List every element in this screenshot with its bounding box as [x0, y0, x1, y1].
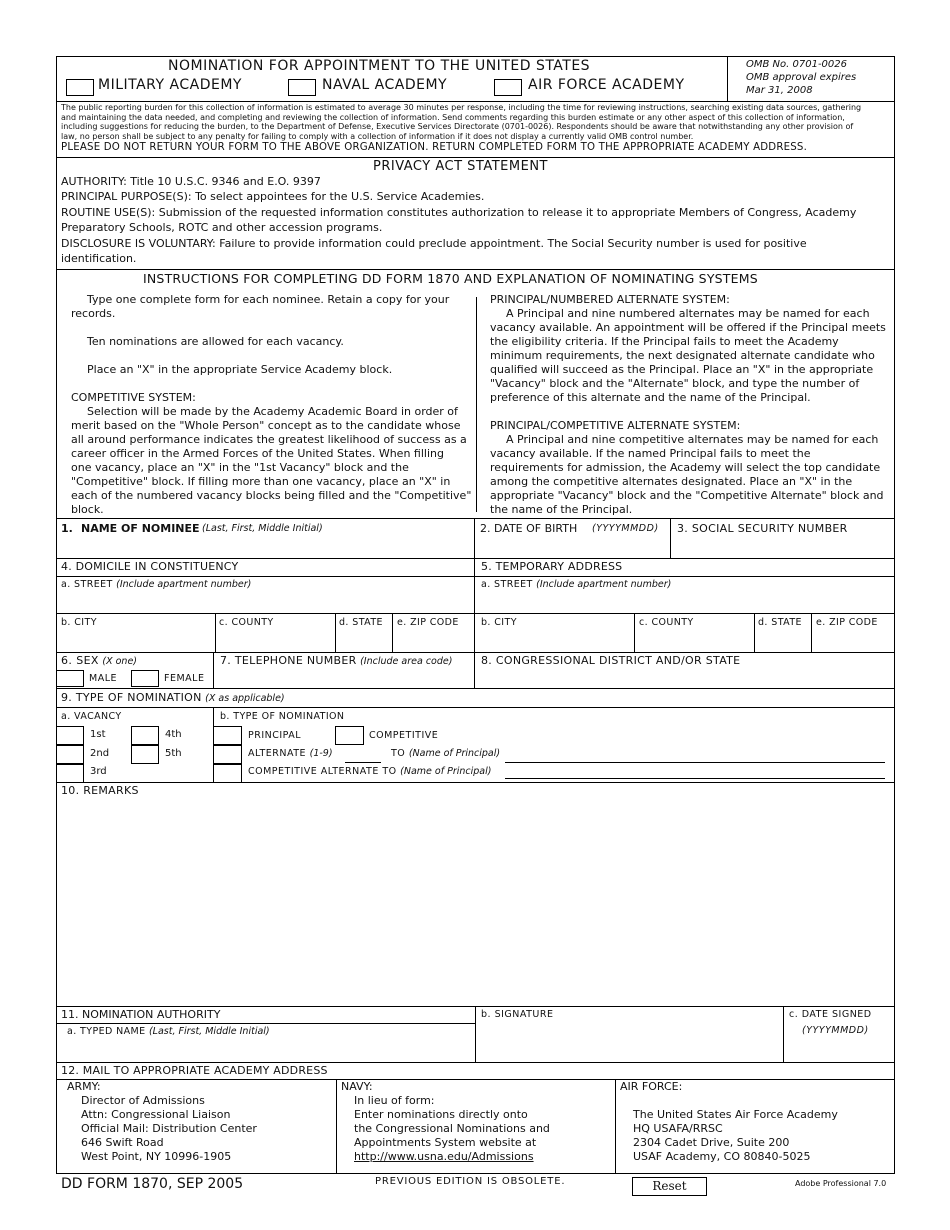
omb-approval: OMB approval expires	[746, 72, 857, 83]
burden-line-1: The public reporting burden for this collection of information is estimated to average 30 minutes per response, including the time for reviewing instructions, searching existing data sources, gathering	[61, 103, 862, 112]
instr-right-6: qualified will succeed as the Principal. Place an "X" in the appropriate	[490, 363, 874, 376]
instr-left-12: each of the numbered vacancy blocks being filled and the "Competitive"	[71, 489, 472, 502]
burden-line-2: and maintaining the data needed, and completing and reviewing the collection of information. Send comments regarding this burden estimate or any other aspect of this collection of information,	[61, 112, 845, 122]
navy-website-link[interactable]: http://www.usna.edu/Admissions	[354, 1150, 534, 1163]
domicile-city-input[interactable]	[58, 630, 213, 650]
to-hint: (Name of Principal)	[408, 748, 501, 759]
army-address-1: Director of Admissions	[81, 1094, 205, 1107]
instr-left-9: career officer in the Armed Forces of the United States. When filling	[71, 447, 444, 460]
vacancy-label: a. VACANCY	[61, 711, 122, 722]
alternate-text: ALTERNATE	[248, 748, 307, 759]
obsolete-notice: PREVIOUS EDITION IS OBSOLETE.	[375, 1176, 566, 1187]
vacancy-3rd-checkbox[interactable]	[56, 764, 84, 783]
ssn-input[interactable]	[672, 537, 893, 557]
air-force-address-4: USAF Academy, CO 80840-5025	[633, 1150, 811, 1163]
vacancy-4th-label: 4th	[165, 729, 182, 740]
congressional-district-input[interactable]	[476, 668, 893, 687]
field-10-label: 10. REMARKS	[61, 784, 139, 797]
domicile-zip-input[interactable]	[394, 630, 473, 650]
reset-button[interactable]: Reset	[632, 1177, 707, 1196]
field-2-hint: (YYYYMMDD)	[592, 523, 659, 534]
street-label: a. STREET	[61, 579, 113, 590]
alternate-to-label	[391, 748, 500, 759]
sex-male-checkbox[interactable]	[56, 670, 84, 687]
sex-hint: (X one)	[102, 656, 137, 667]
instr-right-3: vacancy available. An appointment will be offered if the Principal meets	[490, 321, 886, 334]
vacancy-5th-checkbox[interactable]	[131, 745, 159, 764]
instr-right-12: requirements for admission, the Academy will select the top candidate	[490, 461, 881, 474]
competitive-label: COMPETITIVE	[369, 730, 439, 741]
alternate-label	[248, 748, 333, 759]
vacancy-2nd-checkbox[interactable]	[56, 745, 84, 764]
air-force-address-1: The United States Air Force Academy	[633, 1108, 838, 1121]
field-1-label: NAME OF NOMINEE	[81, 522, 200, 535]
instr-competitive-alt-heading: PRINCIPAL/COMPETITIVE ALTERNATE SYSTEM:	[490, 419, 741, 432]
software-note: Adobe Professional 7.0	[795, 1179, 887, 1188]
domicile-street-input[interactable]	[58, 592, 473, 612]
domicile-street-label	[61, 579, 251, 590]
privacy-purpose: PRINCIPAL PURPOSE(S): To select appointees for the U.S. Service Academies.	[61, 190, 485, 203]
navy-line-3: the Congressional Nominations and	[354, 1122, 550, 1135]
street-label: a. STREET	[481, 579, 533, 590]
navy-line-4: Appointments System website at	[354, 1136, 537, 1149]
male-label: MALE	[89, 673, 117, 684]
temp-city-label: b. CITY	[481, 617, 517, 628]
air-force-label: AIR FORCE:	[620, 1080, 683, 1093]
navy-line-1: In lieu of form:	[354, 1094, 435, 1107]
instr-right-15: the name of the Principal.	[490, 503, 633, 516]
female-label: FEMALE	[164, 673, 205, 684]
omb-expiry-date: Mar 31, 2008	[746, 85, 813, 96]
competitive-alternate-label	[248, 766, 491, 777]
telephone-label: 7. TELEPHONE NUMBER	[220, 654, 357, 667]
field-11-label: 11. NOMINATION AUTHORITY	[61, 1008, 221, 1021]
principal-checkbox[interactable]	[213, 726, 242, 745]
field-7-label	[220, 654, 452, 667]
field-2-label: 2. DATE OF BIRTH	[480, 522, 578, 535]
alternate-principal-name-input[interactable]	[505, 762, 885, 763]
comp-alt-text: COMPETITIVE ALTERNATE TO	[248, 766, 397, 777]
instr-right-13: among the competitive alternates designated. Place an "X" in the	[490, 475, 853, 488]
competitive-alternate-checkbox[interactable]	[213, 764, 242, 783]
privacy-disclosure-2: identification.	[61, 252, 137, 265]
vacancy-3rd-label: 3rd	[90, 766, 107, 777]
instr-right-4: the eligibility criteria. If the Principal fails to meet the Academy	[490, 335, 839, 348]
nominee-name-input[interactable]	[58, 537, 474, 557]
air-force-academy-label: AIR FORCE ACADEMY	[528, 77, 685, 93]
vacancy-4th-checkbox[interactable]	[131, 726, 159, 745]
field-4-label: 4. DOMICILE IN CONSTITUENCY	[61, 560, 239, 573]
sex-label: 6. SEX	[61, 654, 99, 667]
instr-left-10: one vacancy, place an "X" in the "1st Vacancy" block and the	[71, 461, 409, 474]
form-id: DD FORM 1870, SEP 2005	[61, 1176, 244, 1192]
signature-field[interactable]	[477, 1022, 781, 1060]
army-label: ARMY:	[67, 1080, 101, 1093]
military-academy-checkbox[interactable]	[66, 79, 94, 96]
typed-name-text: a. TYPED NAME	[67, 1026, 146, 1037]
army-address-3: Official Mail: Distribution Center	[81, 1122, 257, 1135]
domicile-state-input[interactable]	[337, 630, 391, 650]
temp-city-input[interactable]	[476, 630, 632, 650]
army-address-4: 646 Swift Road	[81, 1136, 164, 1149]
instructions-heading: INSTRUCTIONS FOR COMPLETING DD FORM 1870 AND EXPLANATION OF NOMINATING SYSTEMS	[143, 271, 758, 286]
instr-left-8: all around performance indicates the greatest likelihood of success as a	[71, 433, 467, 446]
alternate-checkbox[interactable]	[213, 745, 242, 764]
instr-left-13: block.	[71, 503, 104, 516]
nomination-subtype-label: b. TYPE OF NOMINATION	[220, 711, 345, 722]
temp-county-label: c. COUNTY	[639, 617, 694, 628]
temp-zip-input[interactable]	[813, 630, 893, 650]
temp-street-label	[481, 579, 671, 590]
domicile-zip-label: e. ZIP CODE	[397, 617, 459, 628]
field-9-label	[61, 691, 285, 704]
field-8-label: 8. CONGRESSIONAL DISTRICT AND/OR STATE	[481, 654, 741, 667]
temp-state-label: d. STATE	[758, 617, 802, 628]
temp-zip-label: e. ZIP CODE	[816, 617, 878, 628]
principal-label: PRINCIPAL	[248, 730, 302, 741]
privacy-routine-use-2: Preparatory Schools, ROTC and other accession programs.	[61, 221, 383, 234]
date-signed-input[interactable]	[785, 1040, 893, 1060]
instr-right-8: preference of this alternate and the name of the Principal.	[490, 391, 811, 404]
date-signed-label: c. DATE SIGNED	[789, 1009, 872, 1020]
privacy-routine-use: ROUTINE USE(S): Submission of the requested information constitutes authorization to release it to appropriate Members of Congress, Academy	[61, 206, 857, 219]
air-force-address-3: 2304 Cadet Drive, Suite 200	[633, 1136, 790, 1149]
instr-left-2: records.	[71, 307, 116, 320]
temp-street-input[interactable]	[476, 592, 893, 612]
field-6-label	[61, 654, 137, 667]
army-address-5: West Point, NY 10996-1905	[81, 1150, 232, 1163]
temp-county-input[interactable]	[636, 630, 753, 650]
burden-line-4: law, no person shall be subject to any penalty for failing to comply with a collection of information if it does not display a currently valid OMB control number.	[61, 131, 694, 141]
instr-left-4: Place an "X" in the appropriate Service Academy block.	[87, 363, 393, 376]
privacy-heading: PRIVACY ACT STATEMENT	[373, 159, 548, 174]
military-academy-label: MILITARY ACADEMY	[98, 77, 242, 93]
privacy-authority: AUTHORITY: Title 10 U.S.C. 9346 and E.O. 9397	[61, 175, 321, 188]
instr-competitive-heading: COMPETITIVE SYSTEM:	[71, 391, 196, 404]
instr-left-11: "Competitive" block. If filling more than one vacancy, place an "X" in	[71, 475, 451, 488]
army-address-2: Attn: Congressional Liaison	[81, 1108, 231, 1121]
instr-right-7: "Vacancy" block and the "Alternate" block, and type the number of	[490, 377, 860, 390]
instr-right-11: vacancy available. If the named Principal fails to meet the	[490, 447, 811, 460]
nomination-type-label: 9. TYPE OF NOMINATION	[61, 691, 202, 704]
typed-name-hint: (Last, First, Middle Initial)	[148, 1026, 270, 1037]
field-3-label: 3. SOCIAL SECURITY NUMBER	[677, 522, 848, 535]
street-hint: (Include apartment number)	[536, 579, 672, 590]
typed-name-input[interactable]	[58, 1040, 473, 1060]
remarks-textarea[interactable]	[58, 800, 893, 1004]
signature-label: b. SIGNATURE	[481, 1009, 554, 1020]
air-force-address-2: HQ USAFA/RRSC	[633, 1122, 723, 1135]
privacy-disclosure: DISCLOSURE IS VOLUNTARY: Failure to provide information could preclude appointment. The Social Security number is used for positive	[61, 237, 807, 250]
vacancy-5th-label: 5th	[165, 748, 182, 759]
instr-right-2: A Principal and nine numbered alternates may be named for each	[506, 307, 870, 320]
street-hint: (Include apartment number)	[116, 579, 252, 590]
form-title: NOMINATION FOR APPOINTMENT TO THE UNITED STATES	[168, 58, 591, 74]
instr-right-14: appropriate "Vacancy" block and the "Competitive Alternate" block and	[490, 489, 884, 502]
telephone-hint: (Include area code)	[360, 656, 453, 667]
vacancy-1st-label: 1st	[90, 729, 106, 740]
vacancy-1st-checkbox[interactable]	[56, 726, 84, 745]
typed-name-label	[67, 1026, 270, 1037]
air-force-academy-checkbox[interactable]	[494, 79, 522, 96]
field-5-label: 5. TEMPORARY ADDRESS	[481, 560, 623, 573]
field-12-label: 12. MAIL TO APPROPRIATE ACADEMY ADDRESS	[61, 1064, 328, 1077]
alternate-range: (1-9)	[309, 748, 333, 759]
field-1-hint: (Last, First, Middle Initial)	[202, 523, 323, 534]
burden-line-3: including suggestions for reducing the burden, to the Department of Defense, Executive Services Directorate (0701-0026). Respondents should be aware that notwithstanding any other provision of	[61, 122, 854, 131]
instr-left-7: merit based on the "Whole Person" concept as to the candidate whose	[71, 419, 461, 432]
date-of-birth-input[interactable]	[476, 537, 669, 557]
instr-left-3: Ten nominations are allowed for each vacancy.	[87, 335, 344, 348]
navy-label: NAVY:	[341, 1080, 373, 1093]
domicile-county-input[interactable]	[217, 630, 334, 650]
to-text: TO	[391, 748, 406, 759]
temp-state-input[interactable]	[756, 630, 810, 650]
competitive-alternate-principal-input[interactable]	[505, 778, 885, 779]
naval-academy-label: NAVAL ACADEMY	[322, 77, 448, 93]
instr-left-1: Type one complete form for each nominee. Retain a copy for your	[87, 293, 450, 306]
alternate-number-input[interactable]	[345, 762, 381, 763]
navy-line-2: Enter nominations directly onto	[354, 1108, 528, 1121]
instr-left-6: Selection will be made by the Academy Academic Board in order of	[87, 405, 458, 418]
domicile-county-label: c. COUNTY	[219, 617, 274, 628]
domicile-state-label: d. STATE	[339, 617, 383, 628]
competitive-checkbox[interactable]	[335, 726, 364, 745]
telephone-input[interactable]	[215, 668, 473, 687]
naval-academy-checkbox[interactable]	[288, 79, 316, 96]
sex-female-checkbox[interactable]	[131, 670, 159, 687]
date-signed-hint: (YYYYMMDD)	[802, 1025, 869, 1036]
domicile-city-label: b. CITY	[61, 617, 97, 628]
comp-alt-hint: (Name of Principal)	[400, 766, 492, 777]
omb-number: OMB No. 0701-0026	[746, 59, 848, 70]
vacancy-2nd-label: 2nd	[90, 748, 110, 759]
instr-right-10: A Principal and nine competitive alternates may be named for each	[506, 433, 879, 446]
nomination-type-hint: (X as applicable)	[205, 693, 285, 704]
instr-numbered-heading: PRINCIPAL/NUMBERED ALTERNATE SYSTEM:	[490, 293, 730, 306]
return-notice: PLEASE DO NOT RETURN YOUR FORM TO THE ABOVE ORGANIZATION. RETURN COMPLETED FORM TO THE APPROPRIATE ACADEMY ADDRESS.	[61, 142, 808, 153]
instr-right-5: minimum requirements, the next designated alternate candidate who	[490, 349, 875, 362]
field-1-number: 1.	[61, 522, 73, 535]
